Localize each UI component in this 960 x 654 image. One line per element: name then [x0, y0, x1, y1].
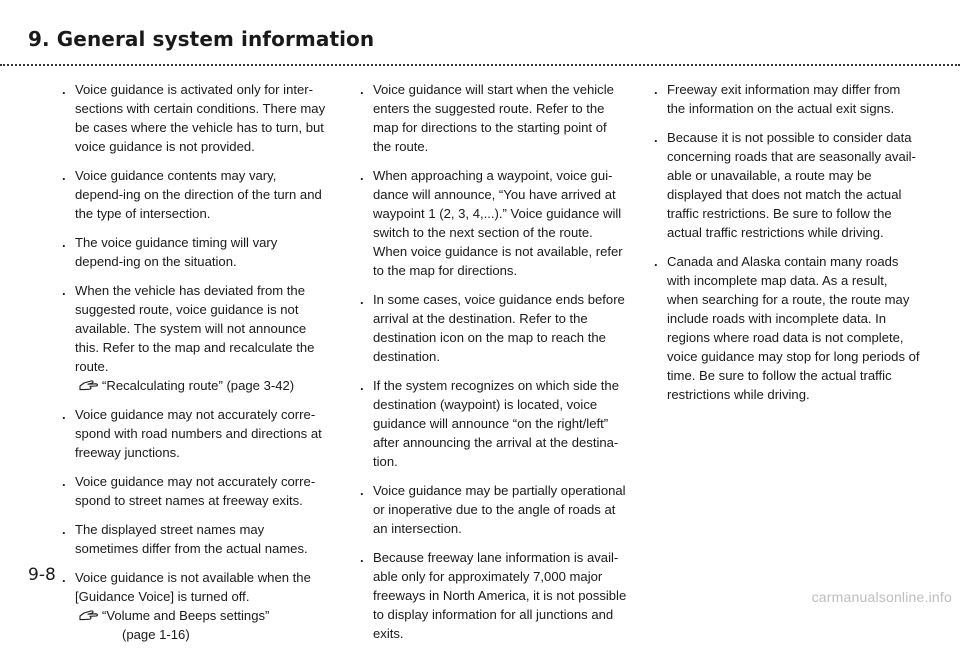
bullet: .	[62, 82, 66, 97]
header-divider	[0, 64, 960, 66]
list-item	[360, 481, 628, 538]
item-text: Voice guidance is activated only for inter-sections with certain conditions. There may be cases where the vehicle has to turn, but voice guidance is not provided.	[75, 82, 326, 154]
bullet: .	[360, 378, 364, 393]
page-reference[interactable]	[75, 376, 326, 395]
bullet: .	[62, 283, 66, 298]
column-1	[62, 80, 326, 654]
item-text: In some cases, voice guidance ends before arrival at the destination. Refer to the destination icon on the map to reach the destination.	[373, 292, 625, 364]
list-item	[62, 472, 326, 510]
item-text: Because it is not possible to consider data concerning roads that are seasonally avail-able or unavailable, a route may be displayed that does not match the actual traffic restrictions. Be sure to follow the actual traffic restrictions while driving.	[667, 130, 916, 240]
item-text: When approaching a waypoint, voice gui-dance will announce, “You have arrived at waypoint 1 (2, 3, 4,...).” Voice guidance will switch to the next section of the route. When voice guidance is not available, refer to the map for directions.	[373, 168, 623, 278]
list-item	[62, 166, 326, 223]
item-text: When the vehicle has deviated from the suggested route, voice guidance is not available. The system will not announce this. Refer to the map and recalculate the route.	[75, 283, 315, 374]
reference-text: “Recalculating route” (page 3-42)	[102, 378, 295, 393]
item-text: Voice guidance may not accurately corre-spond to street names at freeway exits.	[75, 474, 316, 508]
bullet: .	[62, 235, 66, 250]
list-item	[360, 376, 628, 471]
item-text: Freeway exit information may differ from the information on the actual exit signs.	[667, 82, 901, 116]
list-item	[360, 80, 628, 156]
reference-page: (page 1-16)	[122, 627, 190, 642]
section-title: 9. General system information	[28, 27, 375, 51]
list-item	[62, 233, 326, 271]
item-text: Voice guidance is not available when the [Guidance Voice] is turned off.	[75, 570, 311, 604]
bullet: .	[360, 550, 364, 565]
bullet: .	[62, 407, 66, 422]
bullet: .	[654, 254, 658, 269]
item-text: The displayed street names may sometimes differ from the actual names.	[75, 522, 308, 556]
list-item	[360, 290, 628, 366]
list-item	[360, 166, 628, 280]
list-item	[654, 252, 922, 404]
bullet: .	[360, 82, 364, 97]
list-item	[62, 568, 326, 644]
reference-text: “Volume and Beeps settings”	[102, 608, 270, 623]
item-text: Voice guidance may not accurately corre-spond with road numbers and directions at freeway junctions.	[75, 407, 322, 460]
list-item	[62, 405, 326, 462]
list-item	[654, 80, 922, 118]
pointing-hand-icon	[79, 377, 99, 393]
bullet: .	[654, 130, 658, 145]
item-text: Voice guidance will start when the vehicle enters the suggested route. Refer to the map for directions to the starting point of the route.	[373, 82, 614, 154]
item-text: Canada and Alaska contain many roads with incomplete map data. As a result, when searching for a route, the route may include roads with incomplete data. In regions where road data is not complete, voice guidance may stop for long periods of time. Be sure to follow the actual traffic restrictions while driving.	[667, 254, 920, 402]
bullet: .	[62, 522, 66, 537]
item-text: The voice guidance timing will vary depend-ing on the situation.	[75, 235, 278, 269]
page-number: 9-8	[28, 565, 56, 585]
page-reference[interactable]	[75, 606, 326, 644]
watermark: carmanualsonline.info	[811, 589, 952, 605]
bullet: .	[360, 168, 364, 183]
bullet: .	[360, 292, 364, 307]
column-3	[654, 80, 922, 414]
bullet: .	[62, 168, 66, 183]
list-item	[62, 281, 326, 395]
pointing-hand-icon	[79, 607, 99, 623]
bullet: .	[62, 474, 66, 489]
item-text: Because freeway lane information is avail-able only for approximately 7,000 major freeways in North America, it is not possible to display information for all junctions and exits.	[373, 550, 627, 641]
column-2	[360, 80, 628, 653]
list-item	[62, 80, 326, 156]
list-item	[654, 128, 922, 242]
item-text: Voice guidance contents may vary, depend-ing on the direction of the turn and the type of intersection.	[75, 168, 322, 221]
bullet: .	[62, 570, 66, 585]
bullet: .	[360, 483, 364, 498]
item-text: If the system recognizes on which side the destination (waypoint) is located, voice guidance will announce “on the right/left” after announcing the arrival at the destina-tion.	[373, 378, 619, 469]
item-text: Voice guidance may be partially operational or inoperative due to the angle of roads at an intersection.	[373, 483, 626, 536]
list-item	[360, 548, 628, 643]
bullet: .	[654, 82, 658, 97]
list-item	[62, 520, 326, 558]
